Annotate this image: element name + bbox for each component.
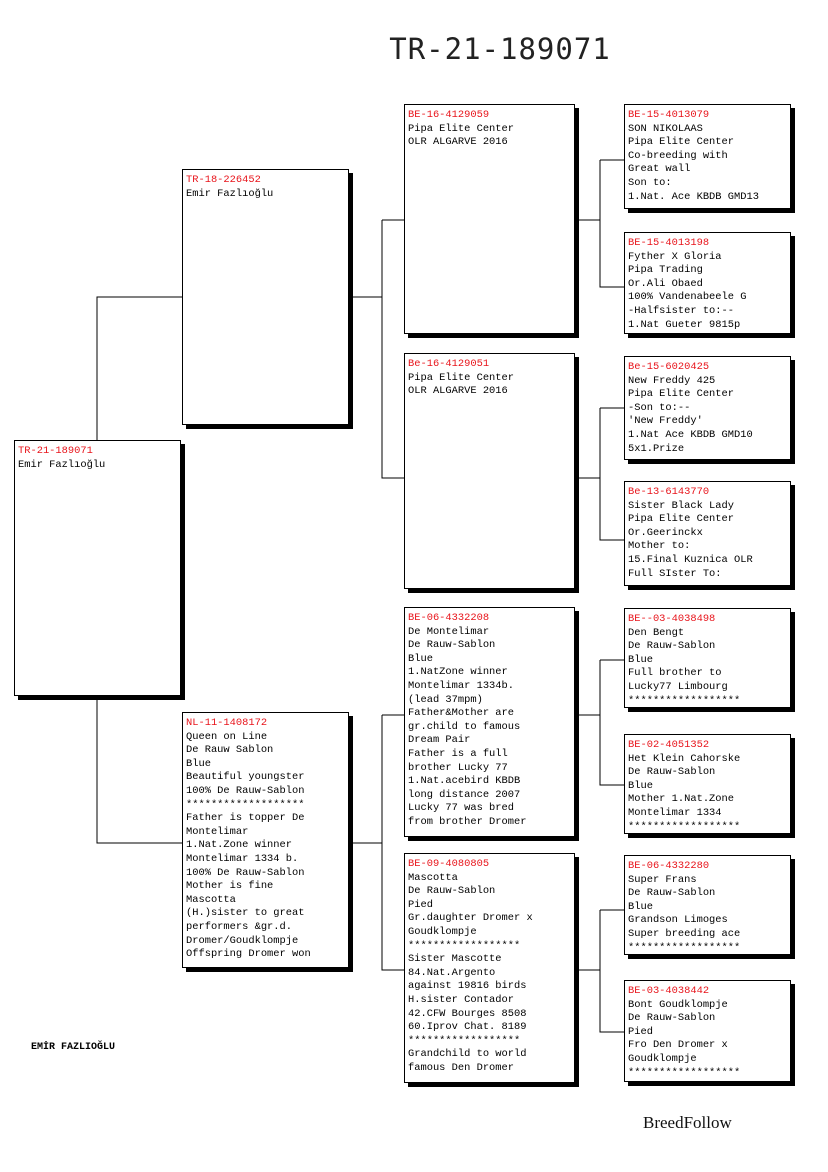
ring-number: BE-03-4038442 <box>628 985 710 997</box>
bird-card-sss[interactable]: BE-15-4013079 SON NIKOLAAS Pipa Elite Center Co-breeding with Great wall Son to: 1.Nat. Ace KBDB GMD13 <box>624 104 791 209</box>
ring-number: BE-09-4080805 <box>408 858 490 870</box>
connector-sire-ss <box>382 220 404 478</box>
bird-card-sdd[interactable]: Be-13-6143770 Sister Black Lady Pipa Elite Center Or.Geerinckx Mother to: 15.Final Kuznica OLR Full SIster To: <box>624 481 791 586</box>
ring-number: BE-02-4051352 <box>628 739 710 751</box>
owner-name: EMİR FAZLIOĞLU <box>31 1042 116 1053</box>
bird-card-sire[interactable]: TR-18-226452 Emir Fazlıoğlu <box>182 169 349 425</box>
bird-card-ss[interactable]: BE-16-4129059 Pipa Elite Center OLR ALGARVE 2016 <box>404 104 575 334</box>
bird-card-dsd[interactable]: BE-02-4051352 Het Klein Cahorske De Rauw-Sablon Blue Mother 1.Nat.Zone Montelimar 1334 ****************** <box>624 734 791 834</box>
page-title: TR-21-189071 <box>389 32 611 66</box>
bird-card-dd[interactable]: BE-09-4080805 Mascotta De Rauw-Sablon Pied Gr.daughter Dromer x Goudklompje ****************** Sister Mascotte 84.Nat.Argento against 19816 birds H.sister Contador 42.CFW Bourges 8508 60.Iprov Chat. 8189 ****************** Grandchild to world famous Den Dromer <box>404 853 575 1083</box>
connector-dam-dd <box>382 715 404 970</box>
bird-card-sd[interactable]: Be-16-4129051 Pipa Elite Center OLR ALGARVE 2016 <box>404 353 575 589</box>
ring-number: Be-15-6020425 <box>628 361 710 373</box>
ring-number: Be-16-4129051 <box>408 358 490 370</box>
bird-card-dds[interactable]: BE-06-4332280 Super Frans De Rauw-Sablon Blue Grandson Limoges Super breeding ace ****************** <box>624 855 791 955</box>
ring-number: TR-18-226452 <box>186 174 261 186</box>
bird-card-dam[interactable]: NL-11-1408172 Queen on Line De Rauw Sablon Blue Beautiful youngster 100% De Rauw-Sablon ******************* Father is topper De Montelimar 1.Nat.Zone winner Montelimar 1334 b. 100% De Rauw-Sablon Mother is fine Mascotta (H.)sister to great performers &gr.d. Dromer/Goudklompje Offspring Dromer won <box>182 712 349 968</box>
ring-number: BE-15-4013079 <box>628 109 710 121</box>
ring-number: NL-11-1408172 <box>186 717 268 729</box>
ring-number: BE-15-4013198 <box>628 237 710 249</box>
ring-number: TR-21-189071 <box>18 445 93 457</box>
bird-card-ddd[interactable]: BE-03-4038442 Bont Goudklompje De Rauw-Sablon Pied Fro Den Dromer x Goudklompje ****************** <box>624 980 791 1082</box>
ring-number: BE--03-4038498 <box>628 613 716 625</box>
bird-card-subject[interactable]: TR-21-189071 Emir Fazlıoğlu <box>14 440 181 696</box>
bird-card-dss[interactable]: BE--03-4038498 Den Bengt De Rauw-Sablon Blue Full brother to Lucky77 Limbourg ****************** <box>624 608 791 708</box>
brand-name: BreedFollow <box>643 1113 732 1132</box>
bird-card-ssd[interactable]: BE-15-4013198 Fyther X Gloria Pipa Trading Or.Ali Obaed 100% Vandenabeele G -Halfsister to:-- 1.Nat Gueter 9815p <box>624 232 791 334</box>
ring-number: BE-06-4332280 <box>628 860 710 872</box>
bird-card-ds[interactable]: BE-06-4332208 De Montelimar De Rauw-Sablon Blue 1.NatZone winner Montelimar 1334b. (lead 37mpm) Father&Mother are gr.child to famous Dream Pair Father is a full brother Lucky 77 1.Nat.acebird KBDB long distance 2007 Lucky 77 was bred from brother Dromer <box>404 607 575 837</box>
bird-card-sds[interactable]: Be-15-6020425 New Freddy 425 Pipa Elite Center -Son to:-- 'New Freddy' 1.Nat Ace KBDB GMD10 5x1.Prize <box>624 356 791 460</box>
ring-number: Be-13-6143770 <box>628 486 710 498</box>
ring-number: BE-16-4129059 <box>408 109 490 121</box>
connector-subject-dam <box>97 697 182 843</box>
connector-subject-sire <box>97 297 182 440</box>
ring-number: BE-06-4332208 <box>408 612 490 624</box>
